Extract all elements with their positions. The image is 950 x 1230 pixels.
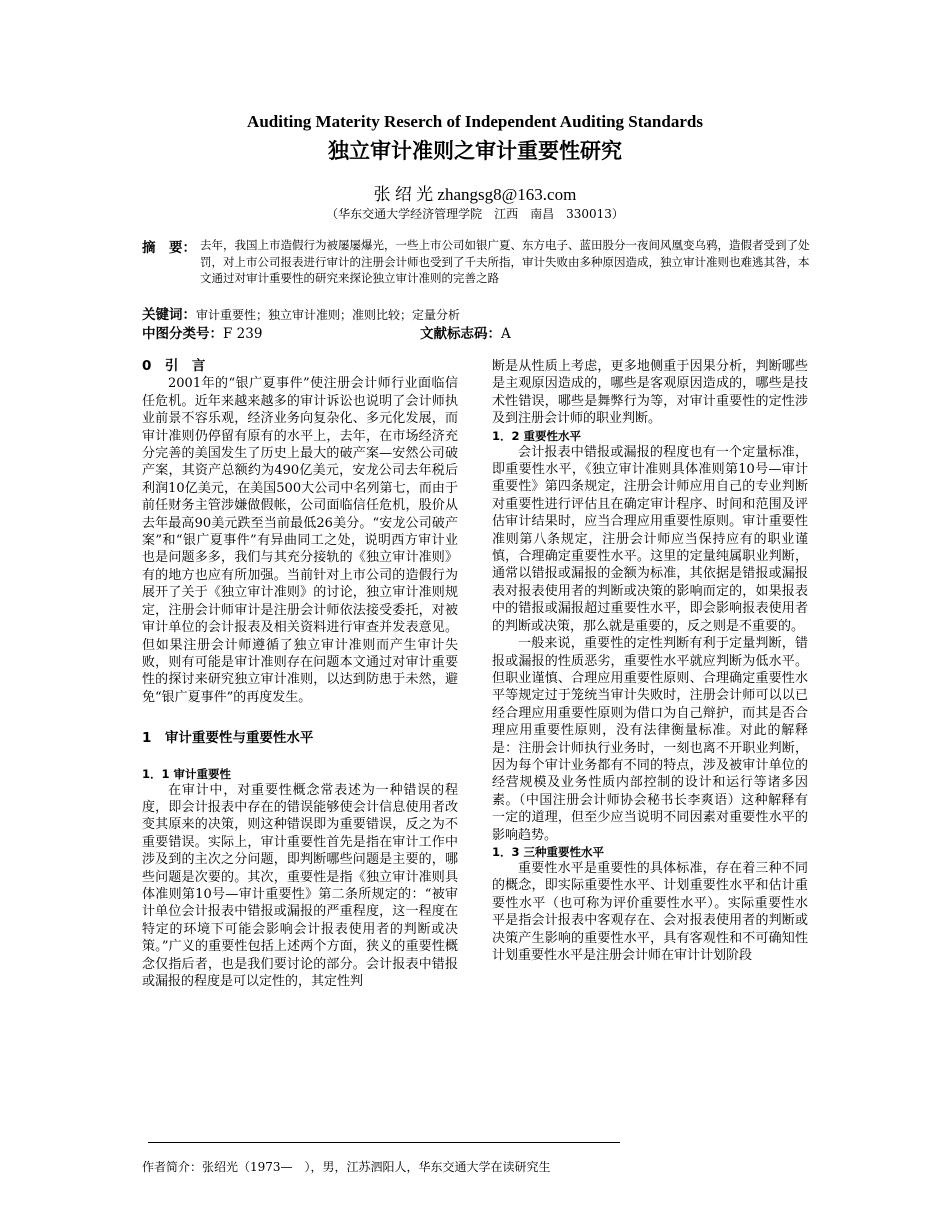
document-code-value: A — [501, 326, 511, 342]
chinese-title: 独立审计准则之审计重要性研究 — [328, 139, 622, 163]
section-0-heading: 0 引 言 — [142, 358, 206, 374]
english-title: Auditing Materity Reserch of Independent Auditing Standards — [247, 112, 703, 131]
section-1-3-paragraph: 重要性水平是重要性的具体标准，存在着三种不同的概念，即实际重要性水平、计划重要性水平和估计重要性水平（也可称为评价重要性水平）。实际重要性水平是指会计报表中客观存在、会对报表使用者的判断或决策产生影响的重要性水平，具有客观性和不可确知性计划重要性水平是注册会计师在审计计划阶段 — [492, 860, 808, 963]
continued-paragraph: 断是从性质上考虑，更多地侧重于因果分析，判断哪些是主观原因造成的，哪些是客观原因造成的，哪些是技术性错误，哪些是舞弊行为等，对审计重要性的定性涉及到注册会计师的职业判断。 — [492, 359, 808, 427]
section-1-1-heading: 1．1 审计重要性 — [142, 766, 232, 781]
abstract-label: 摘 要： — [142, 240, 196, 256]
section-1-2-heading: 1．2 重要性水平 — [492, 428, 582, 443]
author: 张 绍 光 zhangsg8@163.com — [373, 185, 577, 204]
section-1-2-paragraph-2: 一般来说，重要性的定性判断有利于定量判断，错报或漏报的性质恶劣，重要性水平就应判断为低水平。但职业谨慎、合理应用重要性原则、合理确定重要性水平等规定过于笼统当审计失败时，注册会计师可以以已经合理应用重要性原则为借口为自己辩护，而其是否合理应用重要性原则，没有法律衡量标准。对此的解释是：注册会计师执行业务时，一刻也离不开职业判断，因为每个审计业务都有不同的特点，涉及被审计单位的经营规模及业务性质内部控制的设计和运行等诸多因素。（中国注册会计师协会秘书长李爽语）这种解释有一定的道理，但至少应当说明不同因素对重要性水平的影响趋势。 — [492, 636, 808, 843]
keywords-text: 审计重要性；独立审计准则；准则比较；定量分析 — [196, 308, 461, 322]
footnote: 作者简介：张绍光（1973— ），男，江苏泗阳人，华东交通大学在读研究生 — [142, 1160, 551, 1174]
section-1-1-paragraph: 在审计中，对重要性概念常表述为一种错误的程度，即会计报表中存在的错误能够使会计信息使用者改变其原来的决策，则这种错误即为重要错误，反之为不重要错误。实际上，审计重要性首先是指在审计工作中涉及到的主次之分问题，即判断哪些问题是主要的，哪些问题是次要的。其次，重要性是指《独立审计准则具体准则第10号—审计重要性》第二条所规定的：“被审计单位会计报表中错报或漏报的严重程度，这一程度在特定的环境下可能会影响会计报表使用者的判断或决策。”广义的重要性包括上述两个方面，狭义的重要性概念仅指后者，也是我们要讨论的部分。会计报表中错报或漏报的程度是可以定性的，其定性判 — [142, 782, 458, 989]
right-column — [492, 358, 808, 964]
affiliation: （华东交通大学经济管理学院 江西 南昌 330013） — [326, 207, 624, 221]
footnote-rule — [148, 1142, 620, 1143]
section-0-paragraph: 2001年的“银广夏事件”使注册会计师行业面临信任危机。近年来越来越多的审计诉讼也说明了会计师执业前景不容乐观，经济业务向复杂化、多元化发展，而审计准则仍停留有原有的水平上，去年，在市场经济充分完善的美国发生了历史上最大的破产案—安然公司破产案，其资产总额约为490亿美元，安龙公司去年税后利润10亿美元，在美国500大公司中名列第七，而由于前任财务主管涉嫌做假帐，公司面临信任危机，股价从去年最高90美元跌至当前最低26美分。“安龙公司破产案”和“银广夏事件”有异曲同工之处，说明西方审计业也是问题多多，我们与其充分接轨的《独立审计准则》有的地方也应有所加强。当前针对上市公司的造假行为展开了关于《独立审计准则》的讨论，独立审计准则规定，注册会计师审计是注册会计师依法接受委托，对被审计单位的会计报表及相关资料进行审查并发表意见。但如果注册会计师遵循了独立审计准则而产生审计失败，则有可能是审计准则存在问题本文通过对审计重要性的探讨来研究独立审计准则，以达到防患于未然，避免“银广夏事件”的再度发生。 — [142, 376, 458, 705]
keywords — [142, 303, 460, 323]
document-code — [420, 322, 511, 342]
classification — [142, 322, 262, 342]
section-1-3-heading: 1．3 三种重要性水平 — [492, 844, 605, 859]
section-1-heading: 1 审计重要性与重要性水平 — [142, 730, 314, 747]
keywords-label: 关键词： — [142, 307, 196, 323]
section-1-2-paragraph-1: 会计报表中错报或漏报的程度也有一个定量标准，即重要性水平，《独立审计准则具体准则第10号—审计重要性》第四条规定，注册会计师应用自己的专业判断对重要性进行评估且在确定审计程序、时间和范围及评估审计结果时，应当合理应用重要性原则。审计重要性准则第八条规定，注册会计师应当保持应有的职业谨慎，合理确定重要性水平。这里的定量纯属职业判断，通常以错报或漏报的金额为标准，其依据是错报或漏报表对报表使用者的判断或决策的影响而定的，如果报表中的错报或漏报超过重要性水平，即会影响报表使用者的判断或决策，那么就是重要的，反之则是不重要的。 — [492, 444, 808, 634]
left-column — [142, 358, 458, 990]
classification-value: F 239 — [223, 326, 263, 342]
document-code-label: 文献标志码： — [420, 326, 501, 342]
classification-label: 中图分类号： — [142, 326, 223, 342]
abstract-text: 去年，我国上市造假行为被屡屡爆光，一些上市公司如银广夏、东方电子、蓝田股分一夜间风凰变乌鸦，造假者受到了处罚，对上市公司报表进行审计的注册会计师也受到了千夫所指，审计失败由多种原因造成，独立审计准则也难逃其咎，本文通过对审计重要性的研究来探论独立审计准则的完善之路 — [200, 238, 810, 285]
